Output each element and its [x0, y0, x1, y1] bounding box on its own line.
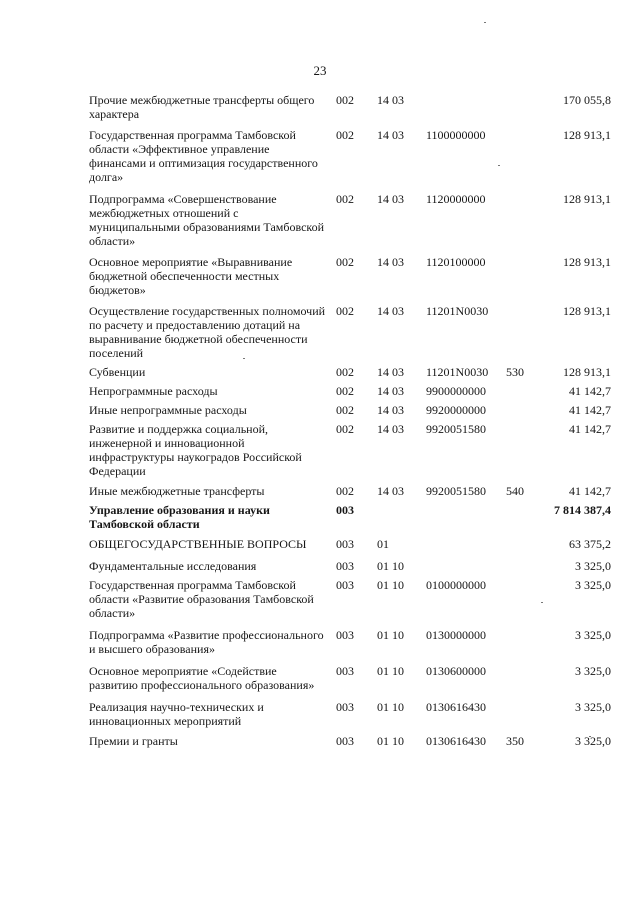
row-csr: 0100000000 [426, 578, 486, 592]
table-row [89, 128, 609, 184]
row-name: Государственная программа Тамбовской области «Эффективное управление финансами и оптимизация государственного долга» [89, 128, 318, 184]
row-rz: 14 03 [377, 192, 404, 206]
row-sum: 41 142,7 [569, 403, 611, 417]
table-row [89, 384, 609, 398]
budget-table [89, 93, 609, 748]
scan-speck [484, 22, 486, 23]
row-name: Управление образования и науки Тамбовской области [89, 503, 270, 531]
row-ved: 002 [336, 93, 354, 107]
row-ved: 002 [336, 304, 354, 318]
row-rz: 14 03 [377, 403, 404, 417]
row-rz: 14 03 [377, 128, 404, 142]
row-name: Основное мероприятие «Содействие развитию профессионального образования» [89, 664, 315, 692]
row-rz: 14 03 [377, 93, 404, 107]
row-sum: 7 814 387,4 [554, 503, 611, 517]
row-name: Государственная программа Тамбовской области «Развитие образования Тамбовской области» [89, 578, 314, 620]
row-rz: 14 03 [377, 365, 404, 379]
row-rz: 01 10 [377, 700, 404, 714]
row-rz: 01 10 [377, 734, 404, 748]
row-name: Подпрограмма «Развитие профессионального и высшего образования» [89, 628, 324, 656]
row-ved: 003 [336, 537, 354, 551]
row-rz: 14 03 [377, 484, 404, 498]
row-vr: 530 [506, 365, 524, 379]
row-vr: 350 [506, 734, 524, 748]
row-sum: 128 913,1 [563, 128, 611, 142]
row-csr: 0130616430 [426, 734, 486, 748]
row-name: Прочие межбюджетные трансферты общего характера [89, 93, 315, 121]
table-row [89, 422, 609, 478]
row-rz: 01 10 [377, 628, 404, 642]
row-rz: 14 03 [377, 422, 404, 436]
row-name: ОБЩЕГОСУДАРСТВЕННЫЕ ВОПРОСЫ [89, 537, 307, 551]
row-rz: 14 03 [377, 384, 404, 398]
row-sum: 128 913,1 [563, 365, 611, 379]
row-ved: 002 [336, 365, 354, 379]
table-row [89, 559, 609, 573]
row-name: Реализация научно-технических и инновационных мероприятий [89, 700, 264, 728]
row-sum: 3 325,0 [575, 734, 611, 748]
row-csr: 11201N0030 [426, 304, 489, 318]
row-name: Подпрограмма «Совершенствование межбюджетных отношений с муниципальными образованиями Тамбовской области» [89, 192, 325, 248]
row-ved: 003 [336, 664, 354, 678]
row-rz: 14 03 [377, 255, 404, 269]
row-sum: 128 913,1 [563, 304, 611, 318]
row-name: Развитие и поддержка социальной, инженерной и инновационной инфраструктуры наукоградов Российской Федерации [89, 422, 302, 478]
row-sum: 41 142,7 [569, 422, 611, 436]
row-ved: 003 [336, 700, 354, 714]
row-rz: 01 10 [377, 578, 404, 592]
row-sum: 128 913,1 [563, 255, 611, 269]
row-name: Премии и гранты [89, 734, 178, 748]
table-row [89, 484, 609, 498]
row-name: Иные непрограммные расходы [89, 403, 247, 417]
row-sum: 41 142,7 [569, 384, 611, 398]
row-name: Осуществление государственных полномочий по расчету и предоставлению дотаций на выравнивание бюджетной обеспеченности поселений [89, 304, 326, 360]
row-csr: 0130000000 [426, 628, 486, 642]
table-row [89, 578, 609, 620]
row-csr: 0130616430 [426, 700, 486, 714]
row-ved: 002 [336, 128, 354, 142]
row-csr: 9900000000 [426, 384, 486, 398]
row-ved: 002 [336, 255, 354, 269]
table-row [89, 403, 609, 417]
table-row [89, 734, 609, 748]
row-csr: 9920000000 [426, 403, 486, 417]
row-ved: 002 [336, 484, 354, 498]
table-row [89, 255, 609, 297]
row-name: Иные межбюджетные трансферты [89, 484, 265, 498]
row-rz: 01 10 [377, 559, 404, 573]
row-ved: 002 [336, 192, 354, 206]
table-row [89, 192, 609, 248]
table-row [89, 93, 609, 121]
row-sum: 63 375,2 [569, 537, 611, 551]
table-row [89, 664, 609, 692]
row-sum: 3 325,0 [575, 559, 611, 573]
row-ved: 003 [336, 559, 354, 573]
row-csr: 11201N0030 [426, 365, 489, 379]
row-ved: 002 [336, 422, 354, 436]
row-csr: 0130600000 [426, 664, 486, 678]
table-row [89, 700, 609, 728]
row-sum: 3 325,0 [575, 628, 611, 642]
row-ved: 003 [336, 503, 354, 517]
row-ved: 003 [336, 628, 354, 642]
row-name: Непрограммные расходы [89, 384, 218, 398]
row-ved: 003 [336, 734, 354, 748]
row-rz: 14 03 [377, 304, 404, 318]
row-sum: 128 913,1 [563, 192, 611, 206]
row-csr: 1120100000 [426, 255, 486, 269]
table-row [89, 503, 609, 531]
row-ved: 003 [336, 578, 354, 592]
row-csr: 1100000000 [426, 128, 486, 142]
row-sum: 170 055,8 [563, 93, 611, 107]
row-csr: 9920051580 [426, 422, 486, 436]
table-row [89, 628, 609, 656]
page-number: 23 [313, 63, 327, 78]
row-name: Субвенции [89, 365, 146, 379]
row-vr: 540 [506, 484, 524, 498]
row-sum: 3 325,0 [575, 700, 611, 714]
table-row [89, 365, 609, 379]
row-sum: 3 325,0 [575, 664, 611, 678]
row-sum: 41 142,7 [569, 484, 611, 498]
row-rz: 01 10 [377, 664, 404, 678]
table-row [89, 304, 609, 360]
row-rz: 01 [377, 537, 389, 551]
row-sum: 3 325,0 [575, 578, 611, 592]
table-row [89, 537, 609, 551]
row-ved: 002 [336, 384, 354, 398]
row-csr: 9920051580 [426, 484, 486, 498]
row-csr: 1120000000 [426, 192, 486, 206]
row-ved: 002 [336, 403, 354, 417]
row-name: Фундаментальные исследования [89, 559, 257, 573]
row-name: Основное мероприятие «Выравнивание бюджетной обеспеченности местных бюджетов» [89, 255, 293, 297]
